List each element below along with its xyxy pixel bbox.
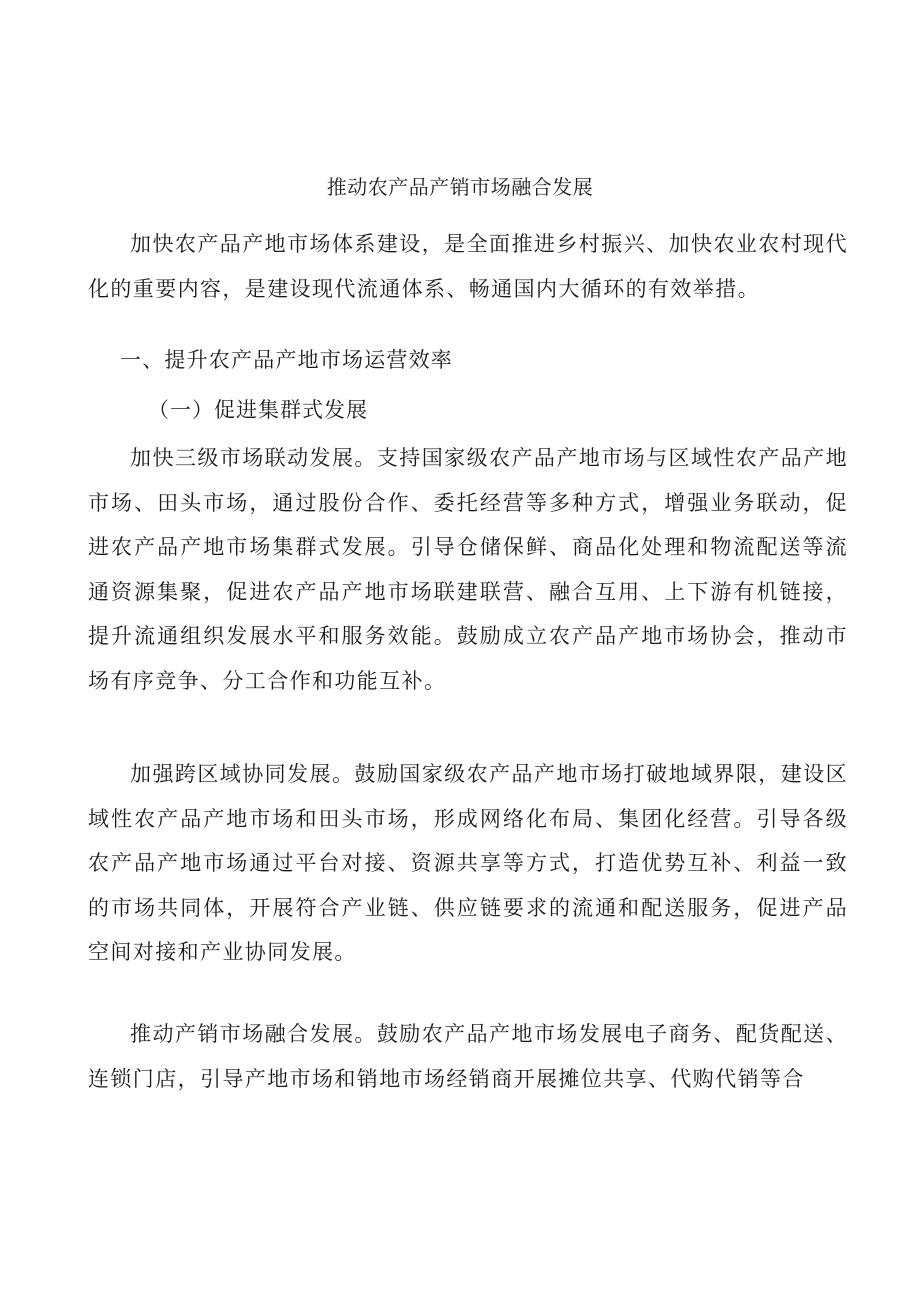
section-heading: 一、提升农产品产地市场运营效率 [120,348,453,372]
intro-paragraph: 加快农产品产地市场体系建设，是全面推进乡村振兴、加快农业农村现代化的重要内容，是建设现代流通体系、畅通国内大循环的有效举措。 [88,232,848,301]
document-title: 推动农产品产销市场融合发展 [326,175,594,199]
body-paragraph: 加快三级市场联动发展。支持国家级农产品产地市场与区域性农产品产地市场、田头市场，通过股份合作、委托经营等多种方式，增强业务联动，促进农产品产地市场集群式发展。引导仓储保鲜、商品化处理和物流配送等流通资源集聚，促进农产品产地市场联建联营、融合互用、上下游有机链接，提升流通组织发展水平和服务效能。鼓励成立农产品产地市场协会，推动市场有序竞争、分工合作和功能互补。 [88,446,848,693]
body-paragraph: 加强跨区域协同发展。鼓励国家级农产品产地市场打破地域界限，建设区域性农产品产地市场和田头市场，形成网络化布局、集团化经营。引导各级农产品产地市场通过平台对接、资源共享等方式，打造优势互补、利益一致的市场共同体，开展符合产业链、供应链要求的流通和配送服务，促进产品空间对接和产业协同发展。 [88,762,848,964]
body-paragraph: 推动产销市场融合发展。鼓励农产品产地市场发展电子商务、配货配送、连锁门店，引导产地市场和销地市场经销商开展摊位共享、代购代销等合 [88,1022,848,1091]
subsection-heading: （一）促进集群式发展 [148,398,368,422]
